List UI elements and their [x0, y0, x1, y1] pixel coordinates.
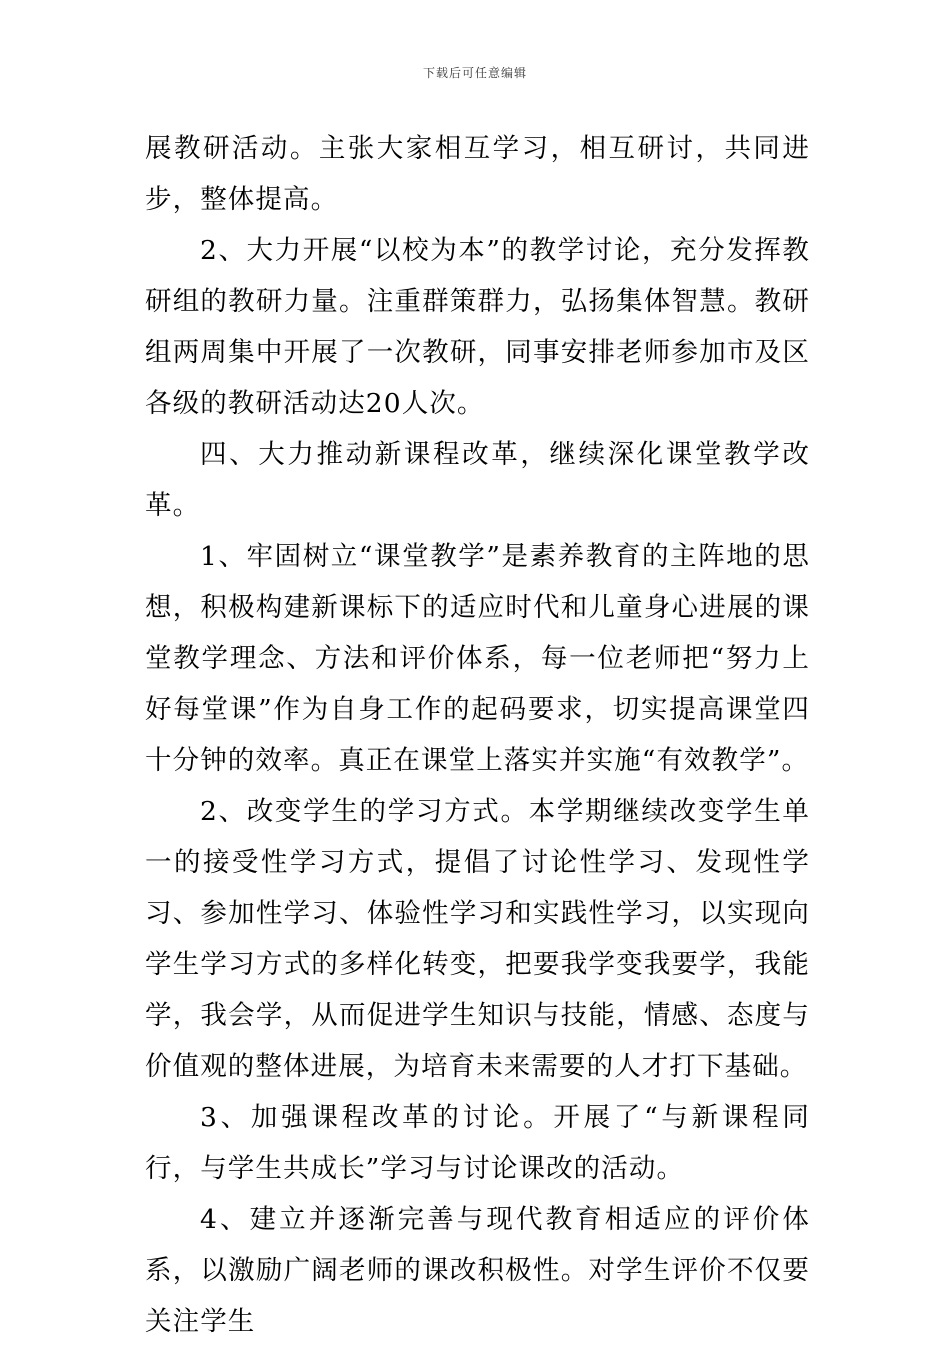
- page-header: 下载后可任意编辑: [422, 66, 527, 80]
- paragraph-7: 4、建立并逐渐完善与现代教育相适应的评价体系，以激励广阔老师的课改积极性。对学生评价不仅要关注学生: [145, 1204, 810, 1337]
- paragraph-6: 3、加强课程改革的讨论。开展了“与新课程同行，与学生共成长”学习与讨论课改的活动。: [145, 1102, 810, 1184]
- paragraph-2: 2、大力开展“以校为本”的教学讨论，充分发挥教研组的教研力量。注重群策群力，弘扬集体智慧。教研组两周集中开展了一次教研，同事安排老师参加市及区各级的教研活动达20人次。: [145, 235, 810, 419]
- paragraph-1: 展教研活动。主张大家相互学习，相互研讨，共同进步，整体提高。: [145, 133, 810, 215]
- paragraph-4: 1、牢固树立“课堂教学”是素养教育的主阵地的思想，积极构建新课标下的适应时代和儿童身心进展的课堂教学理念、方法和评价体系，每一位老师把“努力上好每堂课”作为自身工作的起码要求，切实提高课堂四十分钟的效率。真正在课堂上落实并实施“有效教学”。: [145, 541, 810, 776]
- document-body: [145, 123, 810, 1347]
- section-heading-4: 四、大力推动新课程改革，继续深化课堂教学改革。: [145, 439, 810, 521]
- paragraph-5: 2、改变学生的学习方式。本学期继续改变学生单一的接受性学习方式，提倡了讨论性学习、发现性学习、参加性学习、体验性学习和实践性学习，以实现向学生学习方式的多样化转变，把要我学变我要学，我能学，我会学，从而促进学生知识与技能，情感、态度与价值观的整体进展，为培育未来需要的人才打下基础。: [145, 796, 810, 1082]
